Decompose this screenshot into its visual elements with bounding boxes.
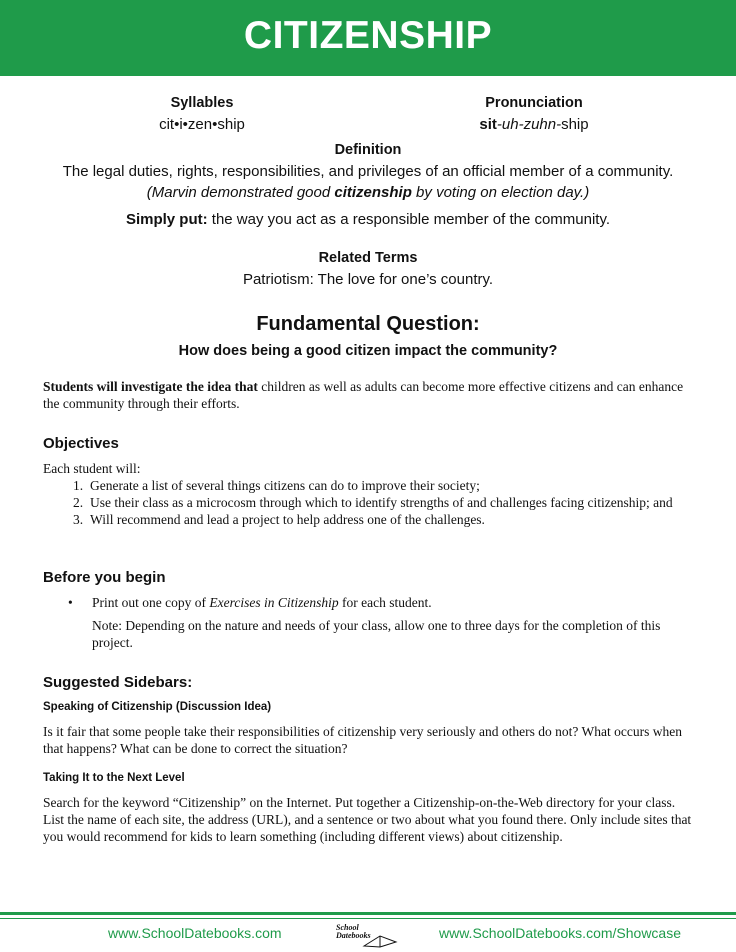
before-you-begin-heading: Before you begin [43,569,166,586]
before-item-italic: Exercises in Citizenship [209,595,339,610]
pronunciation-block [432,95,636,133]
page-title: CITIZENSHIP [243,14,493,57]
before-item-post: for each student. [338,595,432,610]
pronunciation-value [432,116,636,133]
intro-text: children as well as adults can become more effective citizens and can enhance the community through their efforts. [43,379,684,411]
intro-bold: Students will investigate the idea that [43,379,258,394]
pronunciation-unstressed: -uh-zuhn- [496,116,562,133]
list-item-number: 3. [73,512,84,527]
sidebar-2-text: Search for the keyword “Citizenship” on the Internet. Put together a Citizenship-on-the-Web directory for your class. List the name of each site, the address (URL), and a sentence or two about what you found there. Only include sites that you would recommend for kids to learn something (including different views) about citizenship. [43,795,692,844]
before-note: Note: Depending on the nature and needs of your class, allow one to three days for the completion of this project. [92,618,661,650]
footer-divider [0,912,736,915]
syllables-label: Syllables [170,95,234,111]
bullet-icon: • [68,595,73,610]
list-item-text: Generate a list of several things citizens can do to improve their society; [90,478,480,493]
objectives-heading: Objectives [43,435,119,452]
simply-put-text: the way you act as a responsible member of the community. [207,211,611,228]
definition-example [0,184,736,201]
example-post: by voting on election day.) [411,184,590,201]
before-item-text [92,594,432,611]
sidebar-1-text: Is it fair that some people take their responsibilities of citizenship very seriously and others do not? What occurs when that happens? What can be done to correct the situation? [43,724,682,756]
list-item-text: Use their class as a microcosm through which to identify strengths of and challenges facing citizenship; and [90,495,673,510]
objectives-lead: Each student will: [43,461,141,476]
suggested-sidebars-heading: Suggested Sidebars: [43,674,193,691]
footer-link-showcase[interactable]: www.SchoolDatebooks.com/Showcase [439,925,682,941]
logo-text-school: School [336,923,359,932]
list-item-text: Will recommend and lead a project to help address one of the challenges. [90,512,485,527]
title-banner [0,0,736,76]
list-item-number: 2. [73,495,84,510]
example-pre: (Marvin demonstrated good [146,184,335,201]
before-bullet-item [68,594,698,611]
related-terms-text: Patriotism: The love for one’s country. [242,271,494,288]
intro-paragraph [43,378,699,412]
list-item [73,477,699,494]
syllables-value: cit•i•zen•ship [159,116,245,133]
example-bold: citizenship [334,184,412,201]
objectives-list [73,477,699,528]
sidebar-1-title: Speaking of Citizenship (Discussion Idea) [43,701,272,713]
footer-divider-thin [0,918,736,919]
footer-link-home[interactable]: www.SchoolDatebooks.com [108,925,282,941]
fundamental-question: How does being a good citizen impact the community? [178,343,558,359]
definition-text: The legal duties, rights, responsibilities, and privileges of an official member of a community. [62,163,674,180]
school-datebooks-logo [334,922,400,948]
list-item [73,494,699,511]
syllables-block [100,95,304,133]
definition-label: Definition [334,142,402,158]
pronunciation-end: ship [561,116,589,133]
list-item [73,511,699,528]
related-terms-label: Related Terms [318,250,418,266]
logo-text-datebooks: Datebooks [336,931,371,940]
pronunciation-label: Pronunciation [485,95,583,111]
pronunciation-stressed: sit [479,116,497,133]
list-item-number: 1. [73,478,84,493]
simply-put [0,211,736,228]
simply-put-label: Simply put: [125,211,208,228]
sidebar-2-title: Taking It to the Next Level [43,772,185,784]
fundamental-question-title: Fundamental Question: [256,313,480,335]
before-item-pre: Print out one copy of [92,595,210,610]
